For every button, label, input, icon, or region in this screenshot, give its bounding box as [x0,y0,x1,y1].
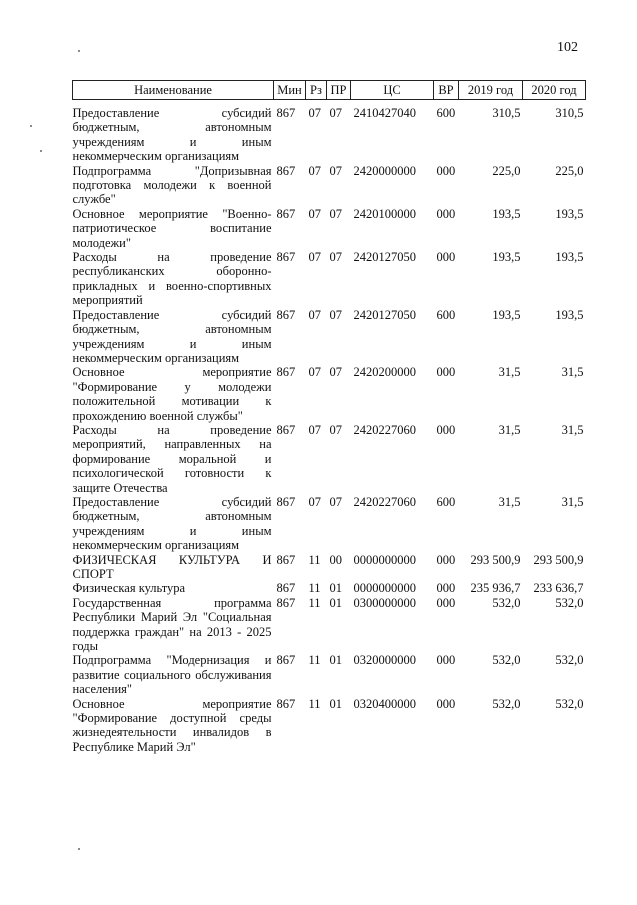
cell-pr: 07 [329,307,342,322]
cell-2019: 225,0 [492,163,521,178]
scan-speck [30,125,32,127]
cell-vr: 000 [436,653,456,668]
table-row [73,164,586,207]
table-row [73,596,586,654]
cell-2020: 225,0 [555,163,584,178]
cell-cs: 2410427040 [353,106,416,120]
table-row [73,207,586,250]
cell-2020: 532,0 [555,696,584,711]
header-name: Наименование [73,81,274,100]
cell-vr: 000 [436,552,456,567]
cell-2019: 193,5 [492,206,521,221]
cell-2020: 532,0 [555,595,584,610]
budget-table [72,80,586,754]
cell-vr: 000 [436,595,456,610]
cell-name: Предоставление субсидий бюджетным, автономным учреждениям и иным некоммерческим организациям [72,307,272,365]
cell-rz: 11 [308,581,321,596]
cell-2019: 532,0 [492,696,521,711]
table-row [73,308,586,366]
cell-rz: 07 [308,250,321,265]
table-row [73,495,586,553]
cell-min: 867 [276,307,296,322]
cell-name: Государственная программа Республики Марий Эл "Социальная поддержка граждан" на 2013 - 2025 годы [72,595,272,654]
header-vr: ВР [434,81,459,100]
table-row [73,250,586,308]
cell-2020: 193,5 [555,307,584,322]
cell-min: 867 [276,653,296,668]
table-row [73,653,586,696]
cell-cs: 2420000000 [353,163,416,178]
cell-pr: 07 [329,422,342,437]
cell-name: Основное мероприятие "Формирование доступной среды жизнедеятельности инвалидов в Республике Марий Эл" [72,696,272,754]
header-rz: Рз [306,81,327,100]
table-row [73,423,586,495]
table-row [73,365,586,423]
cell-2019: 235 936,7 [470,581,521,596]
table-row [73,100,586,164]
cell-2019: 31,5 [498,365,521,380]
cell-name: Предоставление субсидий бюджетным, автономным учреждениям и иным некоммерческим организациям [72,494,272,553]
cell-min: 867 [276,206,296,221]
cell-pr: 07 [329,163,342,178]
cell-vr: 000 [436,365,456,380]
cell-rz: 07 [308,106,321,120]
cell-2020: 31,5 [561,365,584,380]
scan-speck [78,848,80,850]
cell-2019: 532,0 [492,595,521,610]
cell-pr: 07 [329,494,342,509]
cell-2019: 31,5 [498,422,521,437]
cell-cs: 2420127050 [353,307,416,322]
cell-min: 867 [276,552,296,567]
cell-vr: 600 [436,307,456,322]
cell-rz: 07 [308,163,321,178]
cell-2019: 532,0 [492,653,521,668]
cell-name: Основное мероприятие "Формирование у молодежи положительной мотивации к прохождению военной службы" [72,365,272,423]
cell-vr: 600 [436,106,456,120]
cell-min: 867 [276,494,296,509]
cell-pr: 01 [329,696,342,711]
cell-2020: 31,5 [561,422,584,437]
cell-2020: 293 500,9 [533,552,584,567]
cell-cs: 0300000000 [353,595,416,610]
cell-name: Подпрограмма "Модернизация и развитие социального обслуживания населения" [72,653,272,697]
cell-cs: 2420127050 [353,250,416,265]
cell-pr: 01 [329,581,342,596]
cell-name: Подпрограмма "Допризывная подготовка молодежи к военной службе" [72,163,272,207]
cell-2020: 310,5 [555,106,584,120]
cell-cs: 2420100000 [353,206,416,221]
scan-speck [78,50,80,52]
cell-name: Предоставление субсидий бюджетным, автономным учреждениям и иным некоммерческим организациям [72,106,272,164]
header-2019: 2019 год [459,81,523,100]
cell-pr: 00 [329,552,342,567]
cell-2019: 310,5 [492,106,521,120]
cell-cs: 0320000000 [353,653,416,668]
cell-vr: 000 [436,163,456,178]
table-header [73,81,586,100]
cell-vr: 000 [436,422,456,437]
cell-2019: 293 500,9 [470,552,521,567]
cell-pr: 07 [329,106,342,120]
cell-min: 867 [276,696,296,711]
cell-cs: 2420227060 [353,494,416,509]
cell-2019: 193,5 [492,307,521,322]
cell-2020: 233 636,7 [533,581,584,596]
table-row [73,581,586,595]
cell-name: Расходы на проведение мероприятий, направленных на формирование моральной и психологической готовности к защите Отечества [72,422,272,495]
cell-min: 867 [276,595,296,610]
cell-pr: 07 [329,250,342,265]
cell-rz: 11 [308,653,321,668]
cell-2020: 193,5 [555,206,584,221]
cell-2020: 532,0 [555,653,584,668]
cell-vr: 000 [436,696,456,711]
cell-rz: 07 [308,206,321,221]
cell-2019: 193,5 [492,250,521,265]
cell-rz: 07 [308,422,321,437]
page-number: 102 [557,40,578,55]
cell-cs: 0320400000 [353,696,416,711]
cell-cs: 0000000000 [353,581,416,596]
cell-name: ФИЗИЧЕСКАЯ КУЛЬТУРА И СПОРТ [72,552,272,581]
table-row [73,697,586,755]
cell-rz: 07 [308,494,321,509]
cell-pr: 01 [329,653,342,668]
cell-min: 867 [276,422,296,437]
cell-vr: 000 [436,206,456,221]
cell-vr: 600 [436,494,456,509]
header-cs: ЦС [351,81,434,100]
cell-name: Основное мероприятие "Военно-патриотическое воспитание молодежи" [72,206,272,250]
cell-pr: 07 [329,365,342,380]
cell-min: 867 [276,365,296,380]
cell-2020: 31,5 [561,494,584,509]
cell-2019: 31,5 [498,494,521,509]
cell-pr: 01 [329,595,342,610]
cell-cs: 2420227060 [353,422,416,437]
cell-2020: 193,5 [555,250,584,265]
cell-min: 867 [276,106,296,120]
cell-min: 867 [276,250,296,265]
cell-pr: 07 [329,206,342,221]
cell-min: 867 [276,163,296,178]
cell-vr: 000 [436,250,456,265]
cell-rz: 07 [308,307,321,322]
cell-rz: 11 [308,696,321,711]
header-2020: 2020 год [523,81,586,100]
cell-min: 867 [276,581,296,596]
cell-cs: 2420200000 [353,365,416,380]
cell-rz: 11 [308,552,321,567]
cell-name: Расходы на проведение республиканских оборонно-прикладных и военно-спортивных мероприятий [72,250,272,308]
cell-rz: 07 [308,365,321,380]
cell-vr: 000 [436,581,456,596]
scan-speck [40,150,42,152]
header-min: Мин [274,81,306,100]
cell-name: Физическая культура [72,581,186,596]
cell-rz: 11 [308,595,321,610]
cell-cs: 0000000000 [353,552,416,567]
table-body [73,100,586,755]
table-row [73,553,586,582]
header-pr: ПР [327,81,351,100]
